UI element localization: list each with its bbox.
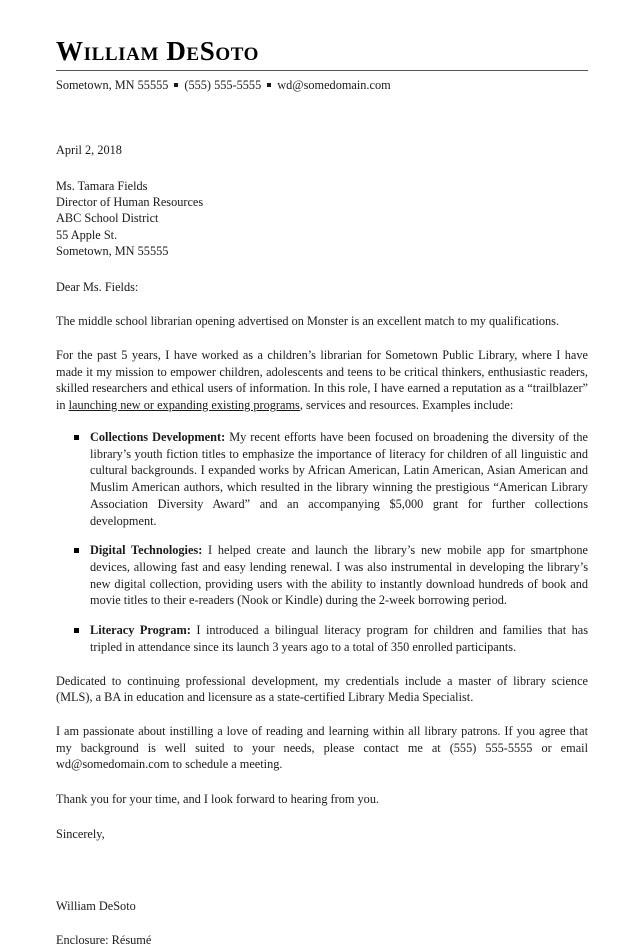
call-to-action-paragraph: I am passionate about instilling a love of reading and learning within all library patrons. If you agree that my background is well suited to your needs, please contact me at (555) 555-5555 or email wd@somedomain.com to schedule a meeting. [56, 723, 588, 772]
enclosure-note: Enclosure: Résumé [56, 932, 152, 947]
experience-underlined-phrase: launching new or expanding existing programs [68, 398, 300, 413]
letter-date: April 2, 2018 [56, 142, 122, 157]
list-item [56, 622, 588, 655]
recipient-title: Director of Human Resources [56, 195, 204, 210]
thank-you-paragraph: Thank you for your time, and I look forward to hearing from you. [56, 792, 380, 807]
square-bullet-icon [74, 435, 79, 440]
contact-phone: (555) 555-5555 [184, 78, 262, 93]
credentials-paragraph: Dedicated to continuing professional development, my credentials include a master of library science (MLS), a BA in education and licensure as a state-certified Library Media Specialist. [56, 673, 588, 705]
recipient-organization: ABC School District [56, 211, 159, 226]
contact-location: Sometown, MN 55555 [56, 78, 169, 93]
recipient-city-state-zip: Sometown, MN 55555 [56, 243, 169, 258]
list-item [56, 542, 588, 609]
salutation: Dear Ms. Fields: [56, 280, 139, 295]
bullet-text: My recent efforts have been focused on broadening the diversity of the library’s youth fiction titles to emphasize the importance of literacy for children of all linguistic and cultural backgrounds. I expanded works by African American, Latin American, Asian American and Muslim American authors, which resulted in the library winning the prestigious “American Library Association Diversity Award” and an accompanying $5,000 grant for further collections development. [90, 429, 589, 528]
bullet-text: I introduced a bilingual literacy program for children and families that has tripled in attendance since its launch 3 years ago to a total of 350 enrolled participants. [90, 623, 588, 654]
experience-paragraph [56, 347, 588, 414]
recipient-name: Ms. Tamara Fields [56, 179, 148, 194]
list-item [56, 429, 588, 529]
letterhead-divider [56, 70, 588, 71]
closing-salutation: Sincerely, [56, 827, 105, 842]
square-separator-icon [267, 83, 271, 87]
recipient-street: 55 Apple St. [56, 227, 118, 242]
recipient-address-block [56, 178, 588, 259]
experience-text-before: For the past 5 years, I have worked as a children’s librarian for Sometown Public Library, where I have made it my mission to empower children, adolescents and teens to be critical thinkers, enthusiastic readers, skilled researchers and ethical users of information. In this role, I have earned a reputation as a “trailblazer” in [56, 348, 588, 413]
square-bullet-icon [74, 548, 79, 553]
bullet-lead-in: Collections Development: [90, 429, 226, 444]
opening-paragraph: The middle school librarian opening advertised on Monster is an excellent match to my qualifications. [56, 314, 560, 329]
square-separator-icon [174, 83, 178, 87]
experience-text-after: , services and resources. Examples include: [299, 398, 514, 413]
bullet-lead-in: Digital Technologies: [90, 543, 203, 558]
bullet-lead-in: Literacy Program: [90, 623, 191, 638]
square-bullet-icon [74, 628, 79, 633]
achievements-list [56, 429, 588, 656]
bullet-text: I helped create and launch the library’s new mobile app for smartphone devices, allowing fast and easy lending renewal. I was also instrumental in developing the library’s new digital collection, providing users with the ability to instantly download hundreds of book and movie titles to their e-readers (Nook or Kindle) during the 2-week borrowing period. [90, 543, 588, 608]
contact-email: wd@somedomain.com [277, 78, 391, 93]
letterhead-name: William DeSoto [56, 36, 260, 66]
signature-name: William DeSoto [56, 898, 136, 913]
contact-line [56, 77, 588, 94]
